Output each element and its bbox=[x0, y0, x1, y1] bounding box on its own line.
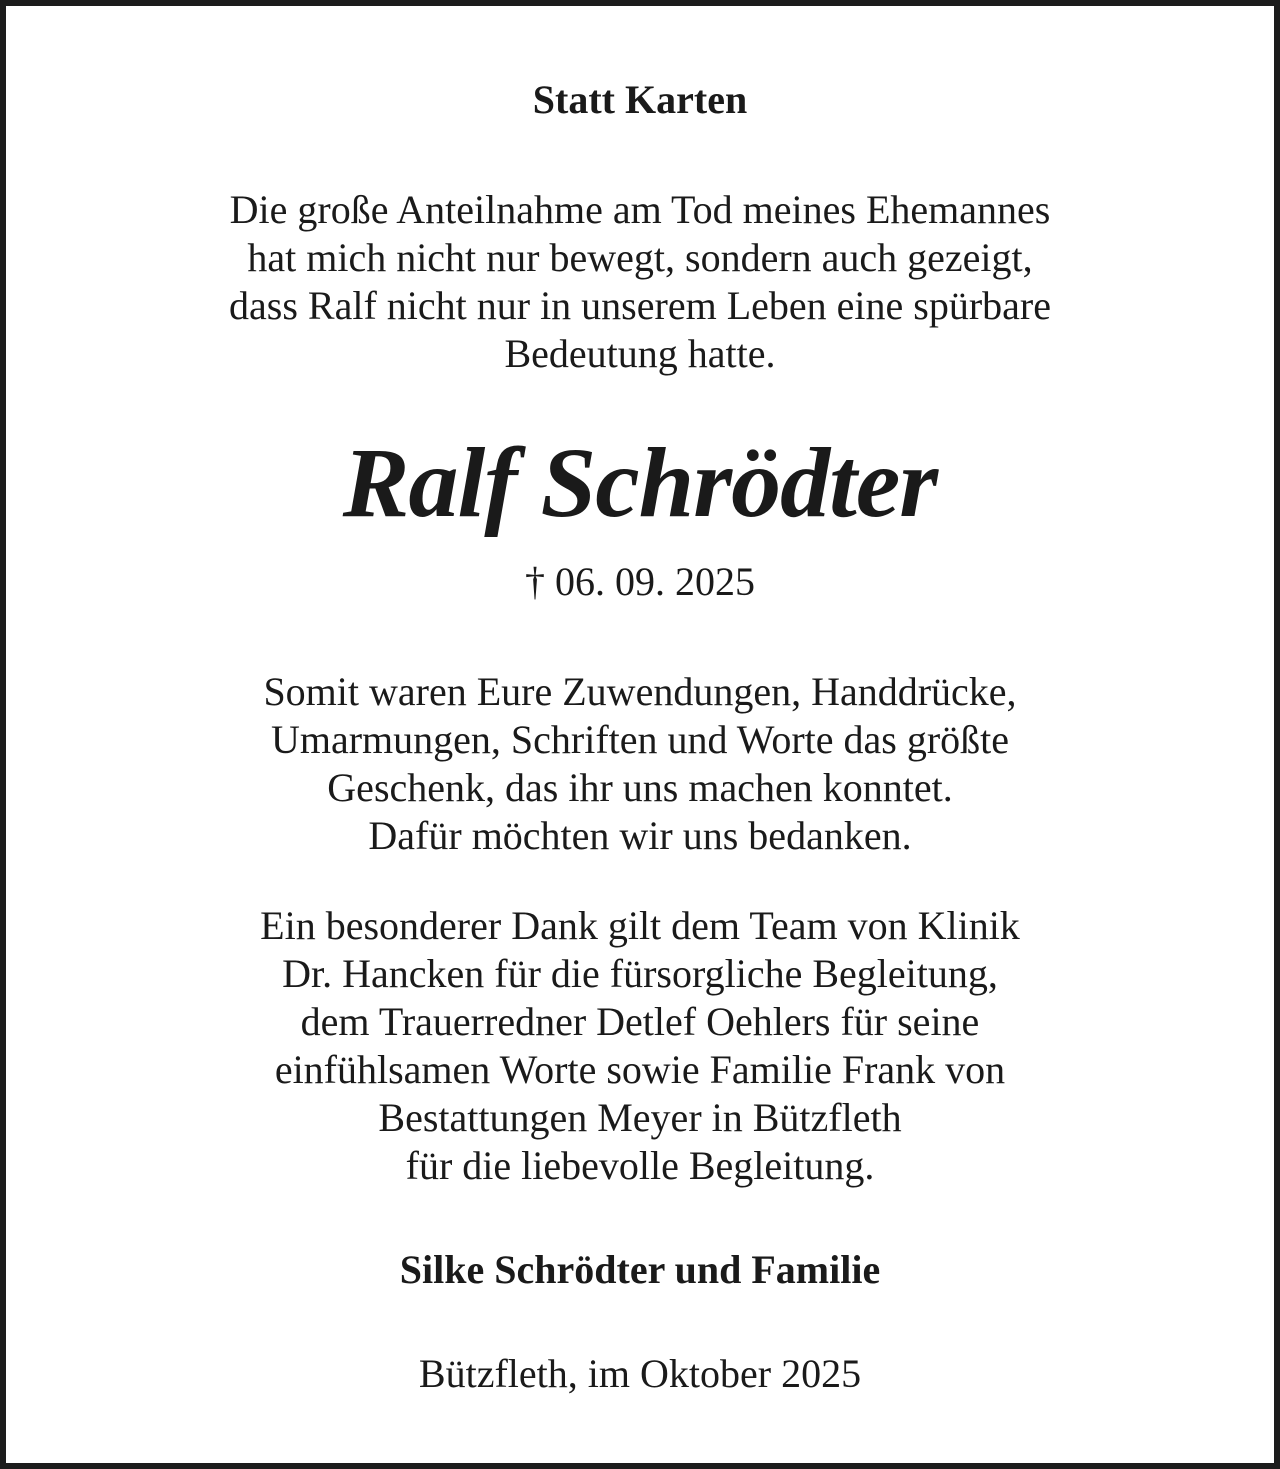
deceased-name: Ralf Schrödter bbox=[342, 427, 938, 538]
place-date: Bützfleth, im Oktober 2025 bbox=[418, 1351, 862, 1396]
special-thanks-line: für die liebevolle Begleitung. bbox=[405, 1143, 875, 1188]
signature: Silke Schrödter und Familie bbox=[399, 1247, 881, 1292]
thanks-line: Geschenk, das ihr uns machen konntet. bbox=[327, 765, 953, 810]
intro-line: Die große Anteilnahme am Tod meines Ehemannes bbox=[229, 187, 1051, 232]
death-date: † 06. 09. 2025 bbox=[525, 559, 755, 604]
special-thanks-line: Ein besonderer Dank gilt dem Team von Klinik bbox=[260, 903, 1020, 948]
thanks-line: Dafür möchten wir uns bedanken. bbox=[368, 813, 912, 858]
intro-line: dass Ralf nicht nur in unserem Leben eine spürbare bbox=[229, 283, 1051, 328]
special-thanks-line: Bestattungen Meyer in Bützfleth bbox=[378, 1095, 902, 1140]
thanks-line: Umarmungen, Schriften und Worte das größte bbox=[270, 717, 1010, 762]
thanks-line: Somit waren Eure Zuwendungen, Handdrücke, bbox=[263, 669, 1017, 714]
intro-line: hat mich nicht nur bewegt, sondern auch gezeigt, bbox=[247, 235, 1033, 280]
special-thanks-line: einfühlsamen Worte sowie Familie Frank von bbox=[274, 1047, 1006, 1092]
notice-heading: Statt Karten bbox=[532, 77, 748, 122]
special-thanks-line: dem Trauerredner Detlef Oehlers für seine bbox=[300, 999, 980, 1044]
intro-line: Bedeutung hatte. bbox=[504, 331, 776, 376]
special-thanks-line: Dr. Hancken für die fürsorgliche Begleitung, bbox=[282, 951, 998, 996]
